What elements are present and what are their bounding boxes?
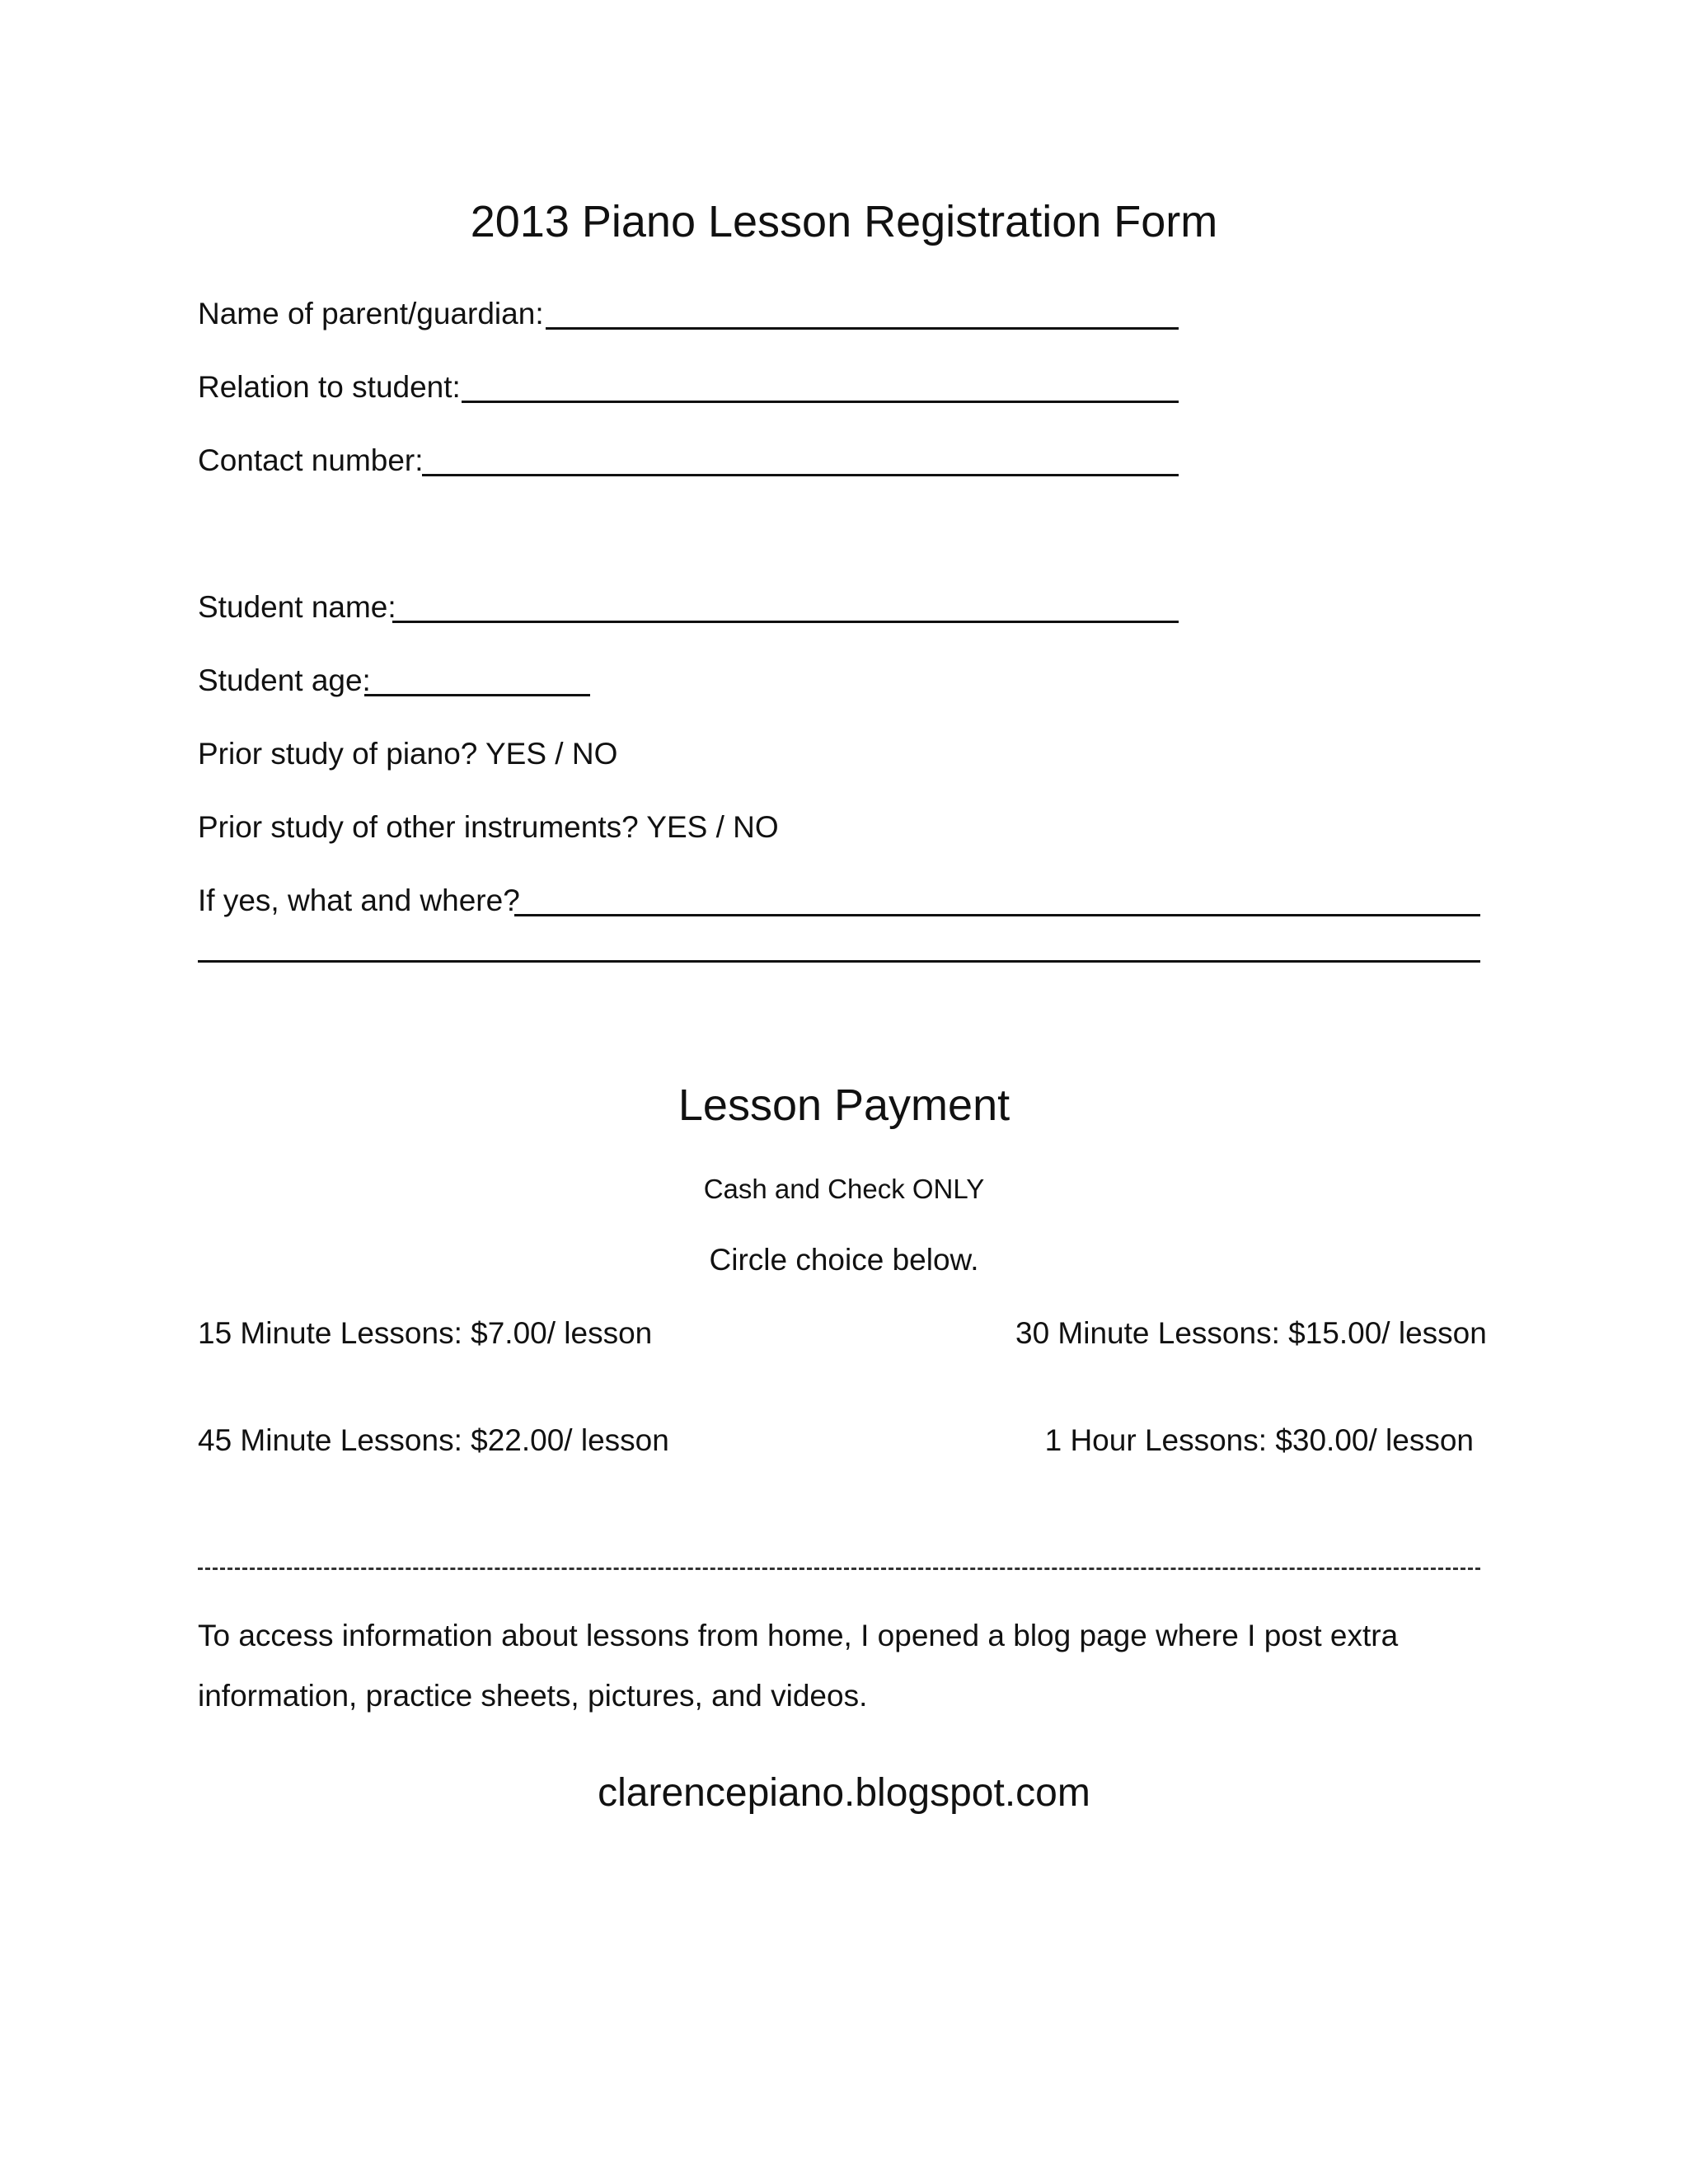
relation-row — [198, 363, 461, 405]
if-yes-field[interactable] — [514, 914, 1480, 916]
if-yes-label: If yes, what and where? — [198, 883, 520, 917]
prior-piano-row — [198, 730, 617, 771]
option-15-minute[interactable]: 15 Minute Lessons: $7.00/ lesson — [198, 1316, 653, 1350]
option-1-hour[interactable]: 1 Hour Lessons: $30.00/ lesson — [1044, 1423, 1474, 1457]
payment-title: Lesson Payment — [678, 1080, 1010, 1130]
student-name-row — [198, 583, 396, 625]
option-30-minute[interactable]: 30 Minute Lessons: $15.00/ lesson — [1015, 1316, 1487, 1350]
blog-url: clarencepiano.blogspot.com — [598, 1771, 1090, 1815]
prior-other-row — [198, 804, 779, 845]
student-age-label: Student age: — [198, 663, 371, 697]
form-title: 2013 Piano Lesson Registration Form — [470, 197, 1218, 246]
student-age-field[interactable] — [364, 694, 590, 696]
if-yes-row — [198, 877, 520, 918]
relation-field[interactable] — [462, 401, 1179, 403]
cut-line-divider — [198, 1568, 1480, 1570]
info-line-2: information, practice sheets, pictures, and videos. — [198, 1679, 868, 1713]
payment-note: Cash and Check ONLY — [703, 1174, 985, 1204]
payment-instruction: Circle choice below. — [709, 1243, 979, 1277]
student-name-field[interactable] — [392, 621, 1179, 623]
parent-name-label: Name of parent/guardian: — [198, 297, 544, 330]
prior-other-label: Prior study of other instruments? YES / NO — [198, 810, 779, 844]
parent-name-row — [198, 290, 544, 331]
parent-name-field[interactable] — [546, 327, 1179, 330]
option-45-minute[interactable]: 45 Minute Lessons: $22.00/ lesson — [198, 1423, 669, 1457]
info-line-1: To access information about lessons from home, I opened a blog page where I post extra — [198, 1619, 1399, 1652]
prior-piano-label: Prior study of piano? YES / NO — [198, 737, 618, 771]
student-age-row — [198, 657, 371, 698]
student-name-label: Student name: — [198, 590, 396, 624]
relation-label: Relation to student: — [198, 370, 461, 404]
contact-label: Contact number: — [198, 443, 424, 477]
if-yes-field-line-2[interactable] — [198, 960, 1480, 963]
contact-row — [198, 437, 424, 478]
contact-field[interactable] — [422, 474, 1179, 476]
